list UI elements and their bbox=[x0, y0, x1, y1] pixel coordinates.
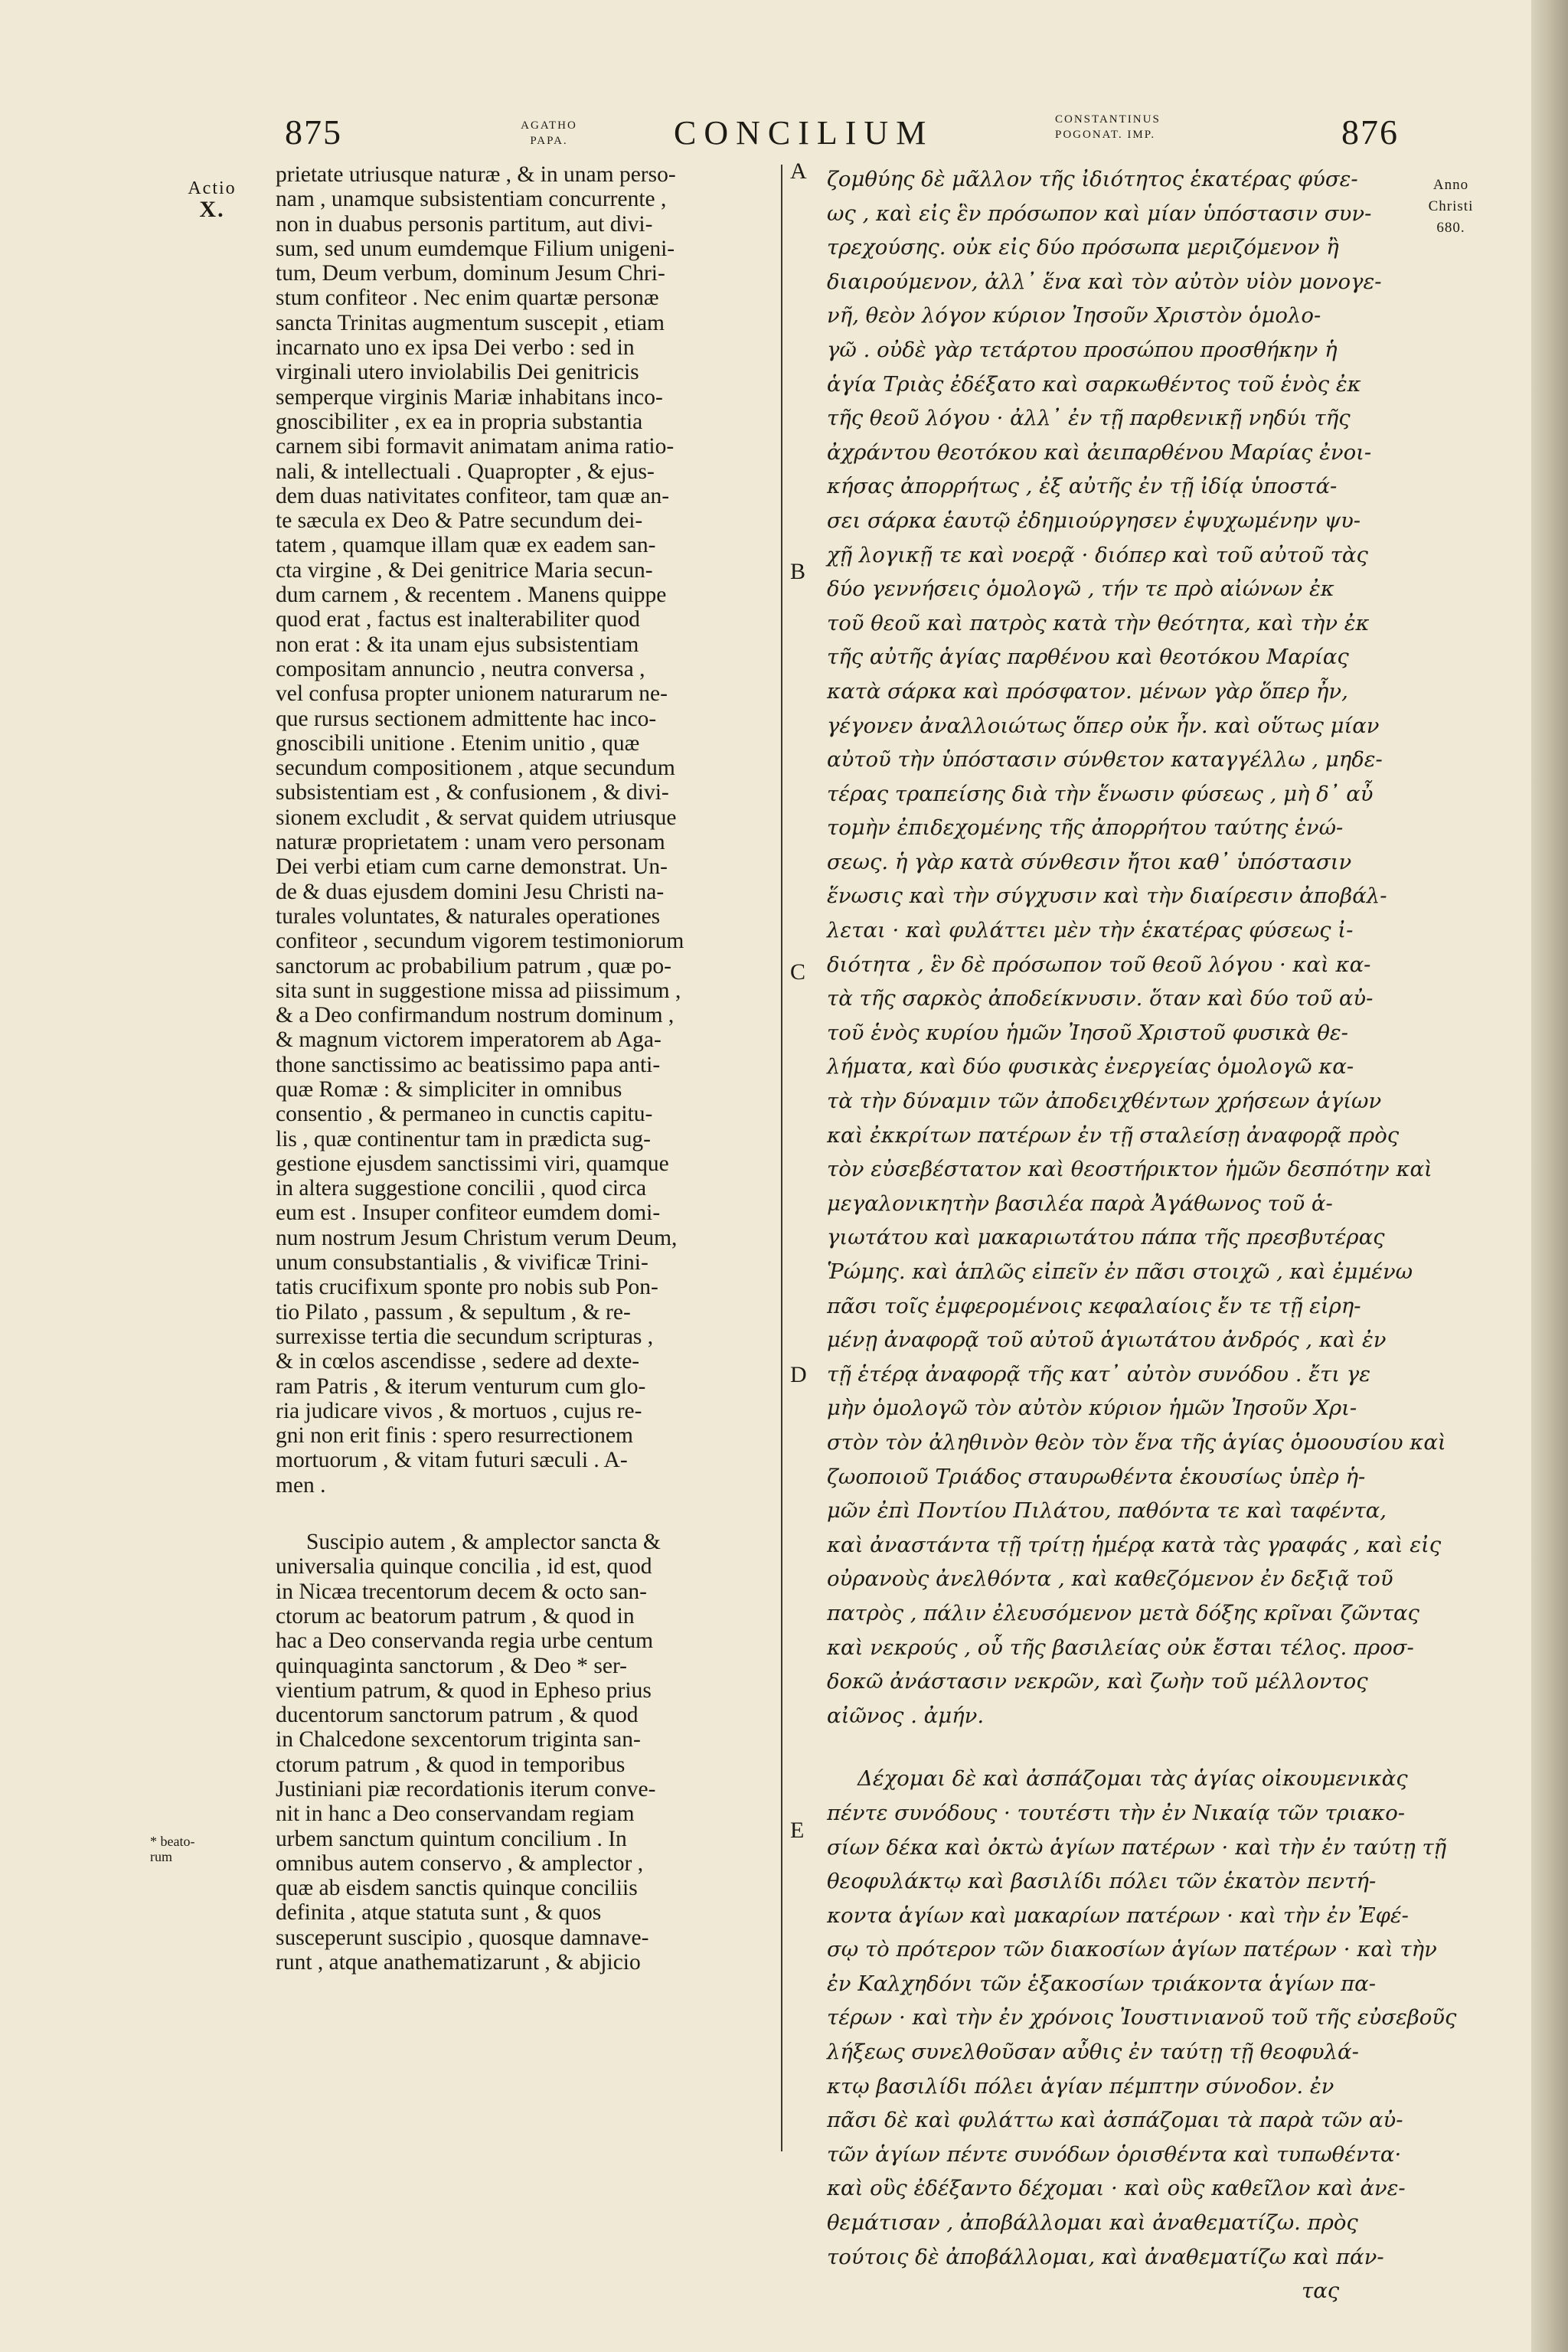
text-line: nit in hanc a Deo conservandam regiam bbox=[276, 1802, 635, 1827]
text-line: dum carnem , & recentem . Manens quippe bbox=[276, 583, 667, 608]
text-line: nam , unamque subsistentiam concurrente , bbox=[276, 187, 667, 212]
text-line: στὸν τὸν ἀληθινὸν θεὸν τὸν ἕνα τῆς ἁγίας ὁμοουσίου καὶ bbox=[827, 1429, 1446, 1455]
text-line: semperque virginis Mariæ inhabitans inco- bbox=[276, 384, 663, 410]
text-line: gnoscibili unitione . Etenim unitio , quæ bbox=[276, 730, 640, 756]
text-line: surrexisse tertia die secundum scripturas , bbox=[276, 1324, 654, 1349]
text-line: in Nicæa trecentorum decem & octo san- bbox=[276, 1579, 647, 1604]
text-line: definita , atque statuta sunt , & quos bbox=[276, 1900, 602, 1926]
text-line: διαιρούμενον, ἀλλ᾽ ἕνα καὶ τὸν αὐτὸν υἱὸν μονογε- bbox=[827, 269, 1382, 294]
text-line: sum, sed unum eumdemque Filium unigeni- bbox=[276, 236, 675, 261]
text-line: eum est . Insuper confiteor eumdem domi- bbox=[276, 1200, 661, 1226]
text-line: λήματα, καὶ δύο φυσικὰς ἐνεργείας ὁμολογῶ κα- bbox=[827, 1054, 1354, 1080]
text-line: οὐρανοὺς ἀνελθόντα , καὶ καθεζόμενον ἐν δεξιᾷ τοῦ bbox=[827, 1566, 1393, 1592]
text-line: omnibus autem conservo , & amplector , bbox=[276, 1851, 644, 1876]
text-line: καὶ νεκρούς , οὗ τῆς βασιλείας οὐκ ἔσται τέλος. προσ- bbox=[827, 1635, 1414, 1660]
header-left-note bbox=[514, 118, 583, 149]
text-line: consentio , & permaneo in cunctis capitu- bbox=[276, 1102, 653, 1127]
text-line: stum confiteor . Nec enim quartæ personæ bbox=[276, 286, 659, 311]
text-line: σει σάρκα ἑαυτῷ ἐδημιούργησεν ἐψυχωμένην ψυ- bbox=[827, 508, 1361, 533]
text-line: susceperunt suscipio , quosque damnave- bbox=[276, 1925, 649, 1950]
text-line: θεοφυλάκτῳ καὶ βασιλίδι πόλει τῶν ἑκατὸν πεντή- bbox=[827, 1869, 1377, 1894]
text-line: τοῦ θεοῦ καὶ πατρὸς κατὰ τὴν θεότητα, καὶ τὴν ἐκ bbox=[827, 610, 1370, 635]
text-line: quod erat , factus est inalterabiliter quod bbox=[276, 607, 640, 632]
text-line: mortuorum , & vitam futuri sæculi . A- bbox=[276, 1448, 628, 1473]
text-line: non erat : & ita unam ejus subsistentiam bbox=[276, 632, 639, 657]
text-line: hac a Deo conservanda regia urbe centum bbox=[276, 1628, 654, 1654]
text-line: μὴν ὁμολογῶ τὸν αὐτὸν κύριον ἡμῶν Ἰησοῦν Χρι- bbox=[827, 1396, 1357, 1421]
text-line: num nostrum Jesum Christum verum Deum, bbox=[276, 1225, 678, 1250]
section-letter-c: C bbox=[790, 959, 806, 985]
text-line: καὶ οὓς ἐδέξαντο δέχομαι · καὶ οὓς καθεῖλον καὶ ἀνε- bbox=[827, 2176, 1406, 2201]
text-line: Ῥώμης. καὶ ἁπλῶς εἰπεῖν ἐν πᾶσι στοιχῶ , καὶ ἐμμένω bbox=[827, 1259, 1413, 1284]
running-header bbox=[0, 107, 1531, 161]
text-line: quæ Romæ : & simpliciter in omnibus bbox=[276, 1076, 622, 1102]
text-line: ζωοποιοῦ Τριάδος σταυρωθέντα ἑκουσίως ὑπὲρ ἡ- bbox=[827, 1464, 1366, 1489]
greek-paragraph-2 bbox=[827, 1762, 1457, 2308]
text-line: subsistentiam est , & confusionem , & divi- bbox=[276, 780, 669, 805]
text-line: sita sunt in suggestione missa ad piissimum , bbox=[276, 978, 681, 1003]
text-line: ἐν Καλχηδόνι τῶν ἑξακοσίων τριάκοντα ἁγίων πα- bbox=[827, 1971, 1377, 1996]
actio-number: X. bbox=[199, 197, 225, 222]
header-left-note-line1: AGATHO bbox=[521, 119, 577, 132]
text-line: σίων δέκα καὶ ὀκτὼ ἁγίων πατέρων · καὶ τὴν ἐν ταύτῃ τῇ bbox=[827, 1834, 1447, 1860]
text-line: γιωτάτου καὶ μακαριωτάτου πάπα τῆς πρεσβυτέρας bbox=[827, 1225, 1385, 1250]
text-line: vientium patrum, & quod in Epheso prius bbox=[276, 1677, 652, 1703]
text-line: ducentorum sanctorum patrum , & quod bbox=[276, 1703, 639, 1728]
text-line: ria judicare vivos , & mortuos , cujus re- bbox=[276, 1398, 642, 1423]
text-line: κοντα ἁγίων καὶ μακαρίων πατέρων · καὶ τὴν ἐν Ἐφέ- bbox=[827, 1903, 1409, 1928]
column-divider bbox=[781, 165, 782, 2151]
text-line: lis , quæ continentur tam in prædicta sug- bbox=[276, 1126, 651, 1152]
greek-paragraph-1 bbox=[827, 162, 1446, 1733]
text-line: incarnato uno ex ipsa Dei verbo : sed in bbox=[276, 335, 635, 361]
text-line: quæ ab eisdem sanctis quinque conciliis bbox=[276, 1876, 638, 1901]
text-line: men . bbox=[276, 1472, 326, 1498]
text-line: in Chalcedone sexcentorum triginta san- bbox=[276, 1727, 641, 1753]
text-line: τῇ ἑτέρᾳ ἀναφορᾷ τῆς κατ᾽ αὐτὸν συνόδου . ἔτι γε bbox=[827, 1361, 1370, 1387]
text-line: & magnum victorem imperatorem ab Aga- bbox=[276, 1027, 662, 1053]
text-line: τὰ τὴν δύναμιν τῶν ἀποδειχθέντων χρήσεων ἁγίων bbox=[827, 1089, 1382, 1114]
text-line: κατὰ σάρκα καὶ πρόσφατον. μένων γὰρ ὅπερ ἦν, bbox=[827, 678, 1348, 704]
text-line: τομὴν ἐπιδεχομένης τῆς ἀπορρήτου ταύτης ἑνώ- bbox=[827, 815, 1344, 841]
text-line: τῆς αὐτῆς ἁγίας παρθένου καὶ θεοτόκου Μαρίας bbox=[827, 645, 1349, 670]
text-line: carnem sibi formavit animatam anima ratio- bbox=[276, 434, 675, 459]
text-line: Δέχομαι δὲ καὶ ἀσπάζομαι τὰς ἁγίας οἰκουμενικὰς bbox=[858, 1766, 1408, 1792]
section-letter-d: D bbox=[790, 1362, 807, 1387]
header-right-note bbox=[1055, 112, 1161, 142]
text-line: λήξεως συνελθοῦσαν αὖθις ἐν ταύτῃ τῇ θεοφυλά- bbox=[827, 2040, 1359, 2065]
text-line: sionem excludit , & servat quidem utriusque bbox=[276, 805, 677, 830]
text-line: τῆς θεοῦ λόγου · ἀλλ᾽ ἐν τῇ παρθενικῇ νηδύι τῆς bbox=[827, 406, 1351, 431]
text-line: secundum compositionem , atque secundum bbox=[276, 756, 675, 781]
section-letter-b: B bbox=[790, 559, 806, 584]
text-line: ἕνωσις καὶ τὴν σύγχυσιν καὶ τὴν διαίρεσιν ἀποβάλ- bbox=[827, 884, 1387, 909]
text-line: universalia quinque concilia , id est, quod bbox=[276, 1554, 652, 1579]
text-line: tum, Deum verbum, dominum Jesum Chri- bbox=[276, 261, 665, 286]
text-line: Justiniani piæ recordationis iterum conve- bbox=[276, 1777, 656, 1802]
text-line: prietate utriusque naturæ , & in unam perso- bbox=[276, 162, 676, 187]
text-line: νῆ, θεὸν λόγον κύριον Ἰησοῦν Χριστὸν ὁμολο- bbox=[827, 303, 1321, 328]
page-title: CONCILIUM bbox=[674, 114, 934, 152]
text-line: compositam annuncio , neutra conversa , bbox=[276, 656, 645, 681]
text-line: ζομθύης δὲ μᾶλλον τῆς ἰδιότητος ἑκατέρας φύσε- bbox=[827, 167, 1358, 191]
text-line: τοῦ ἑνὸς κυρίου ἡμῶν Ἰησοῦ Χριστοῦ φυσικὰ θε- bbox=[827, 1020, 1348, 1045]
text-line: κτῳ βασιλίδι πόλει ἁγίαν πέμπτην σύνοδον. ἐν bbox=[827, 2073, 1334, 2099]
section-letter-e: E bbox=[790, 1818, 805, 1843]
text-line: que rursus sectionem admittente hac inco- bbox=[276, 706, 657, 731]
text-line: non in duabus personis partitum, aut divi- bbox=[276, 211, 653, 237]
text-line: urbem sanctum quintum concilium . In bbox=[276, 1826, 627, 1851]
marginal-note-beatorum bbox=[150, 1834, 234, 1864]
text-line: gestione ejusdem sanctissimi viri, quamque bbox=[276, 1151, 669, 1176]
text-line: ως , καὶ εἰς ἓν πρόσωπον καὶ μίαν ὑπόστασιν συν- bbox=[827, 201, 1372, 226]
text-line: τρεχούσης. οὐκ εἰς δύο πρόσωπα μεριζόμενον ἢ bbox=[827, 235, 1339, 260]
text-line: ἀχράντου θεοτόκου καὶ ἀειπαρθένου Μαρίας ἐνοι- bbox=[827, 439, 1372, 465]
text-line: σῳ τὸ πρότερον τῶν διακοσίων ἁγίων πατέρων · καὶ τὴν bbox=[827, 1937, 1437, 1962]
text-line: Dei verbi etiam cum carne demonstrat. Un- bbox=[276, 854, 668, 880]
text-line: turales voluntates, & naturales operationes bbox=[276, 903, 661, 929]
text-line: σεως. ἡ γὰρ κατὰ σύνθεσιν ἤτοι καθ᾽ ὑπόστασιν bbox=[827, 849, 1352, 874]
latin-column bbox=[276, 162, 766, 1975]
year-label: 680. bbox=[1436, 220, 1465, 236]
text-line: sancta Trinitas augmentum suscepit , etiam bbox=[276, 310, 665, 335]
text-line: τέρων · καὶ τὴν ἐν χρόνοις Ἰουστινιανοῦ τοῦ τῆς εὐσεβοῦς bbox=[827, 2005, 1457, 2030]
text-line: ἁγία Τριὰς ἐδέξατο καὶ σαρκωθέντος τοῦ ἑνὸς ἐκ bbox=[827, 371, 1361, 397]
text-line: τὰ τῆς σαρκὸς ἀποδείκνυσιν. ὅταν καὶ δύο τοῦ αὐ- bbox=[827, 986, 1374, 1011]
marginal-note-line1: * beato- bbox=[150, 1834, 195, 1849]
text-line: δοκῶ ἀνάστασιν νεκρῶν, καὶ ζωὴν τοῦ μέλλοντος bbox=[827, 1669, 1368, 1694]
christi-label: Christi bbox=[1428, 198, 1474, 214]
text-line: dem duas nativitates confiteor, tam quæ an- bbox=[276, 483, 670, 508]
header-right-note-line1: CONSTANTINUS bbox=[1055, 113, 1161, 126]
text-line: αὐτοῦ τὴν ὑπόστασιν σύνθετον καταγγέλλω , μηδε- bbox=[827, 747, 1383, 773]
text-line: ctorum patrum , & quod in temporibus bbox=[276, 1752, 626, 1777]
text-line: τῶν ἁγίων πέντε συνόδων ὁρισθέντα καὶ τυπωθέντα· bbox=[827, 2141, 1402, 2167]
text-line: gni non erit finis : spero resurrectionem bbox=[276, 1423, 633, 1449]
text-line: αἰῶνος . ἀμήν. bbox=[827, 1703, 985, 1728]
text-line: χῇ λογικῇ τε καὶ νοερᾷ · διόπερ καὶ τοῦ αὐτοῦ τὰς bbox=[827, 542, 1368, 567]
text-line: te sæcula ex Deo & Patre secundum dei- bbox=[276, 508, 643, 534]
text-line: confiteor , secundum vigorem testimoniorum bbox=[276, 929, 684, 954]
text-line: κήσας ἀπορρήτως , ἐξ αὐτῆς ἐν τῇ ἰδίᾳ ὑποστά- bbox=[827, 474, 1338, 499]
text-line: ram Patris , & iterum venturum cum glo- bbox=[276, 1374, 646, 1399]
text-line: μῶν ἐπὶ Ποντίου Πιλάτου, παθόντα τε καὶ ταφέντα, bbox=[827, 1498, 1387, 1524]
text-line: naturæ proprietatem : unam vero personam bbox=[276, 830, 665, 855]
text-line: πατρὸς , πάλιν ἐλευσόμενον μετὰ δόξης κρῖναι ζῶντας bbox=[827, 1600, 1419, 1625]
anno-label: Anno bbox=[1432, 177, 1469, 193]
text-line: gnoscibiliter , ex ea in propria substantia bbox=[276, 409, 643, 434]
text-line: μεγαλονικητὴν βασιλέα παρὰ Ἀγάθωνος τοῦ ἁ- bbox=[827, 1191, 1333, 1216]
text-line: καὶ ἐκκρίτων πατέρων ἐν τῇ σταλείσῃ ἀναφορᾷ πρὸς bbox=[827, 1122, 1400, 1148]
latin-paragraph-1 bbox=[276, 162, 766, 1498]
page-number-left: 875 bbox=[285, 113, 342, 152]
text-line: de & duas ejusdem domini Jesu Christi na- bbox=[276, 879, 665, 904]
text-line: tatem , quamque illam quæ ex eadem san- bbox=[276, 533, 656, 558]
text-line: runt , atque anathematizarunt , & abjicio bbox=[276, 1950, 641, 1975]
text-line: καὶ ἀναστάντα τῇ τρίτῃ ἡμέρᾳ κατὰ τὰς γραφάς , καὶ εἰς bbox=[827, 1532, 1442, 1557]
text-line: πέντε συνόδους · τουτέστι τὴν ἐν Νικαίᾳ τῶν τριακο- bbox=[827, 1800, 1406, 1825]
text-line: virginali utero inviolabilis Dei genitricis bbox=[276, 360, 639, 385]
text-line: τας bbox=[1302, 2278, 1340, 2304]
text-line: ctorum ac beatorum patrum , & quod in bbox=[276, 1603, 635, 1628]
text-line: tatis crucifixum sponte pro nobis sub Pon- bbox=[276, 1275, 658, 1300]
text-line: γῶ . οὐδὲ γὰρ τετάρτου προσώπου προσθήκην ἡ bbox=[827, 337, 1338, 362]
text-line: λεται · καὶ φυλάττει μὲν τὴν ἑκατέρας φύσεως ἰ- bbox=[827, 918, 1354, 943]
text-line: & a Deo confirmandum nostrum dominum , bbox=[276, 1003, 675, 1028]
text-line: πᾶσι δὲ καὶ φυλάττω καὶ ἀσπάζομαι τὰ παρὰ τῶν αὐ- bbox=[827, 2108, 1403, 2133]
page-number-right: 876 bbox=[1341, 113, 1399, 152]
header-left-note-line2: PAPA. bbox=[530, 135, 568, 147]
latin-paragraph-2 bbox=[276, 1530, 766, 1975]
section-letter-a: A bbox=[790, 158, 807, 184]
text-line: θεμάτισαν , ἀποβάλλομαι καὶ ἀναθεματίζω. πρὸς bbox=[827, 2210, 1358, 2236]
text-line: quinquaginta sanctorum , & Deo * ser- bbox=[276, 1653, 628, 1678]
text-line: διότητα , ἓν δὲ πρόσωπον τοῦ θεοῦ λόγου · καὶ κα- bbox=[827, 952, 1371, 977]
text-line: τούτοις δὲ ἀποβάλλομαι, καὶ ἀναθεματίζω καὶ πάν- bbox=[827, 2244, 1384, 2269]
text-line: τέρας τραπείσης διὰ τὴν ἕνωσιν φύσεως , μὴ δ᾽ αὖ bbox=[827, 781, 1374, 806]
text-line: δύο γεννήσεις ὁμολογῶ , τήν τε πρὸ αἰώνων ἐκ bbox=[827, 577, 1334, 602]
text-line: & in cœlos ascendisse , sedere ad dexte- bbox=[276, 1349, 640, 1374]
text-line: πᾶσι τοῖς ἐμφερομένοις κεφαλαίοις ἔν τε τῇ εἰρη- bbox=[827, 1293, 1361, 1318]
marginal-note-line2: rum bbox=[150, 1849, 172, 1864]
text-line: μένῃ ἀναφορᾷ τοῦ αὐτοῦ ἁγιωτάτου ἀνδρός , καὶ ἐν bbox=[827, 1328, 1387, 1353]
text-line: thone sanctissimo ac beatissimo papa anti- bbox=[276, 1052, 661, 1077]
actio-margin-label bbox=[178, 178, 247, 220]
text-line: vel confusa propter unionem naturarum ne- bbox=[276, 681, 668, 707]
text-line: Suscipio autem , & amplector sancta & bbox=[306, 1530, 661, 1555]
text-line: sanctorum ac probabilium patrum , quæ po- bbox=[276, 953, 671, 978]
adjacent-page-edge bbox=[1531, 0, 1568, 2352]
text-line: unum consubstantialis , & vivificæ Trini- bbox=[276, 1250, 648, 1276]
text-line: γέγονεν ἀναλλοιώτως ὅπερ οὐκ ἦν. καὶ οὕτως μίαν bbox=[827, 713, 1380, 738]
header-right-note-line2: POGONAT. IMP. bbox=[1055, 129, 1156, 141]
text-line: tio Pilato , passum , & sepultum , & re- bbox=[276, 1299, 631, 1325]
actio-label: Actio bbox=[188, 178, 237, 198]
text-line: τὸν εὐσεβέστατον καὶ θεοστήρικτον ἡμῶν δεσπότην καὶ bbox=[827, 1157, 1432, 1182]
anno-margin-label bbox=[1409, 175, 1493, 239]
text-line: cta virgine , & Dei genitrice Maria secun- bbox=[276, 557, 653, 583]
text-line: in altera suggestione concilii , quod circa bbox=[276, 1176, 647, 1201]
text-line: nali, & intellectuali . Quapropter , & ejus- bbox=[276, 459, 655, 484]
